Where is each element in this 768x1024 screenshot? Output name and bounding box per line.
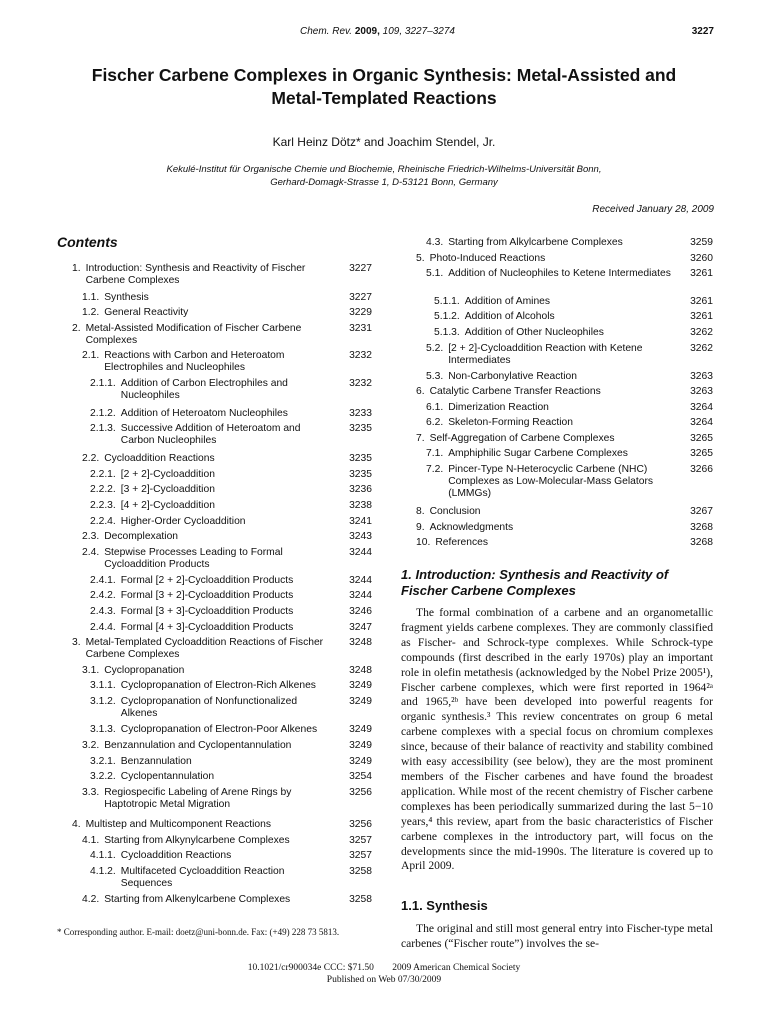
toc-entry-number: 7. xyxy=(416,432,425,444)
toc-entry-number: 2.4.2. xyxy=(90,590,116,601)
toc-entry-page: 3265 xyxy=(690,448,713,459)
toc-entry-title: Addition of Other Nucleophiles xyxy=(464,327,604,338)
toc-entry-page: 3249 xyxy=(349,696,372,707)
toc-entry-number: 2. xyxy=(72,322,81,334)
toc-entry-number: 5.1.3. xyxy=(434,327,460,338)
toc-entry-title: References xyxy=(435,537,488,548)
toc-entry-number: 5. xyxy=(416,252,425,264)
toc-entry xyxy=(416,522,713,534)
toc-entry-title: Reactions with Carbon and Heteroatom Electrophiles and Nucleophiles xyxy=(104,350,285,374)
intro-paragraph: The formal combination of a carbene and an organometallic fragment yields carbene complexes. They are commonly classified as Fischer- and Schrock-type complexes. While Schrock-type compounds (first described in the early 1970s) play an important role in olefin metathesis (acknowledged by the Nobel Prize 2005¹), Fischer carbene complexes, which were first reported in 1964²ᵃ and 1965,²ᵇ have been developed into powerful reagents for organic synthesis.³ This review concentrates on group 6 metal carbene complexes with a special focus on chromium complexes since, because of their balance of reactivity and stability combined with easy accessibility (see below), they are the most prominent members of the Fischer carbenes and have found the broadest application. While most of the recent chemistry of Fischer carbene complexes has been periodically summarized during the last 5−10 years,⁴ this review, apart from the basic characteristics of Fischer carbene complexes in the introductory part, will focus on the developments since the mid-1990s. The literature is covered up to April 2009. xyxy=(401,606,713,873)
toc-entry-number: 4.2. xyxy=(82,894,100,905)
toc-entry-number: 4.3. xyxy=(426,237,444,248)
toc-entry-number: 5.3. xyxy=(426,370,444,382)
toc-entry-title: Synthesis xyxy=(104,291,149,303)
toc-entry xyxy=(90,680,372,692)
toc-entry-page: 3256 xyxy=(349,819,372,830)
toc-entry-title: [4 + 2]-Cycloaddition xyxy=(120,500,215,511)
running-head xyxy=(0,26,768,40)
toc-entry-title: Starting from Alkenylcarbene Complexes xyxy=(104,894,291,905)
toc-entry-number: 2.4. xyxy=(82,546,100,558)
toc-entry-page: 3227 xyxy=(349,263,372,274)
toc-entry-title: Skeleton-Forming Reaction xyxy=(448,417,573,428)
published-on-web: Published on Web 07/30/2009 xyxy=(326,975,442,985)
toc-entry-number: 2.2.1. xyxy=(90,468,116,480)
toc-entry-title: Cyclopentannulation xyxy=(120,771,215,782)
affiliation-line-2: Gerhard-Domagk-Strasse 1, D-53121 Bonn, Germany xyxy=(270,177,498,188)
toc-entry xyxy=(72,263,372,288)
page-number: 3227 xyxy=(691,26,714,37)
toc-entry-title: Cycloaddition Reactions xyxy=(104,453,215,464)
toc-entry-title: Metal-Templated Cycloaddition Reactions of Fischer Carbene Complexes xyxy=(85,637,324,661)
toc-entry-number: 2.4.1. xyxy=(90,574,116,586)
toc-entry-page: 3264 xyxy=(690,417,713,428)
toc-entry-number: 1. xyxy=(72,263,81,274)
toc-entry-number: 5.1.1. xyxy=(434,295,460,307)
toc-entry xyxy=(90,469,372,481)
toc-entry-title: Cycloaddition Reactions xyxy=(120,850,232,861)
toc-entry-page: 3244 xyxy=(349,546,372,558)
toc-entry-number: 7.1. xyxy=(426,448,444,459)
toc-entry-page: 3268 xyxy=(690,537,713,548)
toc-entry-number: 3.2.1. xyxy=(90,755,116,767)
toc-entry-page: 3246 xyxy=(349,606,372,617)
toc-entry-title: Benzannulation and Cyclopentannulation xyxy=(104,740,292,751)
toc-entry-number: 6.1. xyxy=(426,401,444,413)
toc-entry xyxy=(416,506,713,518)
toc-entry-page: 3229 xyxy=(349,307,372,318)
toc-entry-page: 3241 xyxy=(349,515,372,527)
toc-entry-page: 3254 xyxy=(349,771,372,782)
authors: Karl Heinz Dötz* and Joachim Stendel, Jr. xyxy=(272,135,496,149)
toc-entry-title: Starting from Alkylcarbene Complexes xyxy=(448,237,623,248)
toc-entry xyxy=(90,606,372,618)
toc-entry-title: Amphiphilic Sugar Carbene Complexes xyxy=(448,448,628,459)
toc-entry xyxy=(90,408,372,420)
toc-entry xyxy=(90,622,372,634)
toc-entry xyxy=(416,386,713,398)
toc-entry-page: 3259 xyxy=(690,237,713,248)
toc-entry xyxy=(82,307,372,319)
affiliation xyxy=(60,163,708,189)
toc-entry-page: 3235 xyxy=(349,423,372,434)
toc-entry-title: Benzannulation xyxy=(120,755,192,767)
toc-entry-page: 3248 xyxy=(349,637,372,648)
toc-entry-number: 3.2. xyxy=(82,740,100,751)
toc-entry xyxy=(426,402,713,414)
toc-entry-page: 3258 xyxy=(349,865,372,877)
toc-entry xyxy=(82,665,372,677)
toc-entry-page: 3235 xyxy=(349,453,372,464)
copyright: 2009 American Chemical Society xyxy=(392,963,521,973)
toc-entry-number: 3.3. xyxy=(82,787,100,798)
toc-entry-number: 3. xyxy=(72,637,81,648)
toc-entry-title: Stepwise Processes Leading to Formal Cycloaddition Products xyxy=(104,546,283,570)
toc-entry-page: 3249 xyxy=(349,724,372,735)
toc-entry-title: Addition of Amines xyxy=(464,295,551,307)
toc-entry-page: 3249 xyxy=(349,755,372,767)
toc-entry-title: Dimerization Reaction xyxy=(448,401,549,413)
toc-entry-page: 3257 xyxy=(349,834,372,846)
toc-entry-number: 4.1.2. xyxy=(90,865,116,877)
journal-name: Chem. Rev. xyxy=(300,26,353,37)
toc-entry-title: Cyclopropanation xyxy=(104,664,185,676)
toc-entry-title: Cyclopropanation of Nonfunctionalized Alkenes xyxy=(120,696,298,720)
toc-entry-title: Metal-Assisted Modification of Fischer Carbene Complexes xyxy=(85,322,302,346)
toc-entry-title: [2 + 2]-Cycloaddition xyxy=(120,468,215,480)
toc-entry xyxy=(434,311,713,323)
toc-entry-title: Formal [2 + 2]-Cycloaddition Products xyxy=(120,574,294,586)
toc-entry xyxy=(434,327,713,339)
toc-entry-number: 5.1. xyxy=(426,268,444,279)
section-1-heading: 1. Introduction: Synthesis and Reactivity of Fischer Carbene Complexes xyxy=(401,567,669,598)
toc-entry xyxy=(90,516,372,528)
toc-entry-page: 3266 xyxy=(690,463,713,475)
toc-entry-title: Conclusion xyxy=(429,505,481,517)
toc-entry-page: 3249 xyxy=(349,740,372,751)
toc-entry-title: Non-Carbonylative Reaction xyxy=(448,370,577,382)
toc-entry-number: 7.2. xyxy=(426,463,444,475)
toc-entry-number: 1.1. xyxy=(82,291,100,303)
toc-entry-page: 3249 xyxy=(349,680,372,691)
toc-entry xyxy=(90,500,372,512)
toc-entry-page: 3247 xyxy=(349,621,372,633)
toc-entry-title: General Reactivity xyxy=(104,307,189,318)
toc-entry-number: 6.2. xyxy=(426,417,444,428)
toc-entry-number: 5.2. xyxy=(426,342,444,354)
toc-entry xyxy=(426,417,713,429)
toc-entry xyxy=(82,453,372,465)
toc-entry-title: Cyclopropanation of Electron-Rich Alkenes xyxy=(120,680,316,691)
toc-entry-number: 3.1. xyxy=(82,664,100,676)
toc-entry-number: 2.1.1. xyxy=(90,378,116,389)
toc-entry-title: Formal [3 + 3]-Cycloaddition Products xyxy=(120,606,294,617)
toc-entry-page: 3263 xyxy=(690,386,713,397)
toc-entry xyxy=(90,756,372,768)
toc-entry-title: Addition of Nucleophiles to Ketene Intermediates xyxy=(448,268,671,279)
toc-entry xyxy=(426,371,713,383)
toc-entry xyxy=(90,575,372,587)
toc-right-column xyxy=(416,237,713,567)
toc-entry-page: 3263 xyxy=(690,370,713,382)
toc-entry-title: [3 + 2]-Cycloaddition xyxy=(120,484,215,495)
toc-entry-title: Multistep and Multicomponent Reactions xyxy=(85,819,272,830)
toc-entry xyxy=(426,448,713,460)
toc-entry-number: 8. xyxy=(416,505,425,517)
toc-entry-page: 3232 xyxy=(349,350,372,361)
toc-entry-page: 3260 xyxy=(690,252,713,264)
toc-entry-page: 3267 xyxy=(690,505,713,517)
toc-entry-page: 3261 xyxy=(690,295,713,307)
toc-entry-page: 3265 xyxy=(690,432,713,444)
toc-entry-page: 3233 xyxy=(349,407,372,419)
toc-entry xyxy=(82,740,372,752)
toc-entry-title: Starting from Alkynylcarbene Complexes xyxy=(104,834,290,846)
toc-entry-page: 3227 xyxy=(349,291,372,303)
toc-entry-number: 3.1.2. xyxy=(90,696,116,707)
toc-entry xyxy=(72,819,372,831)
toc-entry-number: 5.1.2. xyxy=(434,311,460,322)
toc-entry-title: [2 + 2]-Cycloaddition Reaction with Ketene Intermediates xyxy=(448,342,643,366)
toc-entry-title: Regiospecific Labeling of Arene Rings by Haptotropic Metal Migration xyxy=(104,787,292,811)
toc-entry-title: Addition of Heteroatom Nucleophiles xyxy=(120,407,288,419)
article-title xyxy=(60,64,708,110)
toc-entry-number: 1.2. xyxy=(82,307,100,318)
toc-entry-number: 2.4.3. xyxy=(90,606,116,617)
toc-entry xyxy=(82,894,372,906)
toc-entry-number: 4.1. xyxy=(82,834,100,846)
title-line-1: Fischer Carbene Complexes in Organic Synthesis: Metal-Assisted and xyxy=(91,65,677,85)
toc-entry-title: Decomplexation xyxy=(104,531,179,542)
toc-entry xyxy=(90,378,372,403)
toc-entry-title: Formal [3 + 2]-Cycloaddition Products xyxy=(120,590,294,601)
toc-entry-page: 3261 xyxy=(690,311,713,322)
toc-entry-number: 2.1. xyxy=(82,350,100,361)
toc-entry-title: Photo-Induced Reactions xyxy=(429,252,546,264)
toc-entry-page: 3244 xyxy=(349,590,372,601)
toc-entry-page: 3261 xyxy=(690,268,713,279)
toc-entry xyxy=(82,350,372,375)
toc-entry-title: Formal [4 + 3]-Cycloaddition Products xyxy=(120,621,294,633)
toc-entry xyxy=(82,531,372,543)
toc-left-column xyxy=(72,263,372,923)
toc-entry-number: 2.1.3. xyxy=(90,423,116,434)
page-footer xyxy=(0,962,768,986)
toc-entry-title: Pincer-Type N-Heterocyclic Carbene (NHC) Complexes as Low-Molecular-Mass Gelators (LMMGs) xyxy=(448,463,654,500)
corresponding-author-footnote: * Corresponding author. E-mail: doetz@uni-bonn.de. Fax: (+49) 228 73 5813. xyxy=(57,927,340,937)
toc-entry-title: Cyclopropanation of Electron-Poor Alkenes xyxy=(120,724,318,735)
toc-entry-title: Addition of Carbon Electrophiles and Nucleophiles xyxy=(120,378,288,402)
toc-entry-page: 3243 xyxy=(349,531,372,542)
toc-entry xyxy=(434,296,713,308)
toc-entry-number: 6. xyxy=(416,386,425,397)
toc-entry xyxy=(82,547,372,572)
toc-entry-number: 2.2. xyxy=(82,453,100,464)
toc-entry xyxy=(426,464,713,501)
toc-entry xyxy=(90,696,372,721)
contents-heading: Contents xyxy=(57,234,118,250)
toc-entry-title: Addition of Alcohols xyxy=(464,311,555,322)
toc-entry-title: Acknowledgments xyxy=(429,521,514,533)
toc-entry-number: 3.1.1. xyxy=(90,680,116,691)
toc-entry-page: 3236 xyxy=(349,484,372,495)
toc-entry-page: 3264 xyxy=(690,401,713,413)
toc-entry xyxy=(90,484,372,496)
toc-entry-title: Higher-Order Cycloaddition xyxy=(120,515,246,527)
synthesis-paragraph: The original and still most general entry into Fischer-type metal carbenes (“Fischer route”) involves the se- xyxy=(401,922,713,950)
toc-entry-number: 4.1.1. xyxy=(90,850,116,861)
journal-volume-pages: 109, 3227–3274 xyxy=(379,26,455,37)
toc-entry xyxy=(90,771,372,783)
toc-entry xyxy=(90,866,372,891)
footer-line-1 xyxy=(0,962,768,974)
title-line-2: Metal-Templated Reactions xyxy=(271,88,497,108)
toc-entry xyxy=(72,637,372,662)
toc-entry-number: 3.1.3. xyxy=(90,724,116,735)
toc-entry xyxy=(72,323,372,348)
toc-entry xyxy=(416,433,713,445)
section-1-1-heading: 1.1. Synthesis xyxy=(401,898,488,913)
toc-entry xyxy=(82,292,372,304)
toc-entry-number: 2.4.4. xyxy=(90,621,116,633)
toc-entry-title: Catalytic Carbene Transfer Reactions xyxy=(429,386,601,397)
affiliation-line-1: Kekulé-Institut für Organische Chemie und Biochemie, Rheinische Friedrich-Wilhelms-Universität Bonn, xyxy=(166,164,602,175)
toc-entry xyxy=(426,237,713,249)
toc-entry xyxy=(416,253,713,265)
toc-entry-title: Successive Addition of Heteroatom and Carbon Nucleophiles xyxy=(120,423,301,447)
toc-entry-number: 2.2.2. xyxy=(90,484,116,495)
toc-entry-page: 3258 xyxy=(349,894,372,905)
toc-entry xyxy=(82,787,372,812)
toc-entry-page: 3262 xyxy=(690,342,713,354)
toc-entry xyxy=(82,835,372,847)
toc-entry xyxy=(426,343,713,368)
toc-entry-page: 3257 xyxy=(349,850,372,861)
toc-entry xyxy=(90,850,372,862)
toc-entry-number: 2.3. xyxy=(82,531,100,542)
toc-entry-page: 3235 xyxy=(349,468,372,480)
toc-entry xyxy=(426,268,713,280)
toc-entry-number: 10. xyxy=(416,537,431,548)
toc-entry xyxy=(90,590,372,602)
toc-entry-title: Self-Aggregation of Carbene Complexes xyxy=(429,432,615,444)
toc-entry-number: 3.2.2. xyxy=(90,771,116,782)
toc-entry-page: 3256 xyxy=(349,787,372,798)
toc-entry-number: 2.2.3. xyxy=(90,500,116,511)
toc-entry xyxy=(416,537,713,549)
toc-entry-title: Introduction: Synthesis and Reactivity of Fischer Carbene Complexes xyxy=(85,263,306,287)
toc-entry-page: 3248 xyxy=(349,664,372,676)
doi-ccc: 10.1021/cr900034e CCC: $71.50 xyxy=(247,963,374,973)
journal-reference xyxy=(300,26,455,37)
toc-entry-number: 9. xyxy=(416,521,425,533)
toc-entry xyxy=(90,423,372,448)
toc-entry-page: 3231 xyxy=(349,322,372,334)
toc-entry-page: 3244 xyxy=(349,574,372,586)
toc-entry xyxy=(90,724,372,736)
toc-entry-page: 3268 xyxy=(690,521,713,533)
toc-entry-page: 3232 xyxy=(349,378,372,389)
toc-entry-title: Multifaceted Cycloaddition Reaction Sequences xyxy=(120,865,285,889)
received-date: Received January 28, 2009 xyxy=(592,204,714,215)
journal-year: 2009, xyxy=(354,26,380,37)
toc-entry-page: 3238 xyxy=(349,500,372,511)
toc-entry-page: 3262 xyxy=(690,327,713,338)
toc-entry-number: 2.1.2. xyxy=(90,407,116,419)
toc-entry-number: 2.2.4. xyxy=(90,515,116,527)
toc-entry-number: 4. xyxy=(72,819,81,830)
